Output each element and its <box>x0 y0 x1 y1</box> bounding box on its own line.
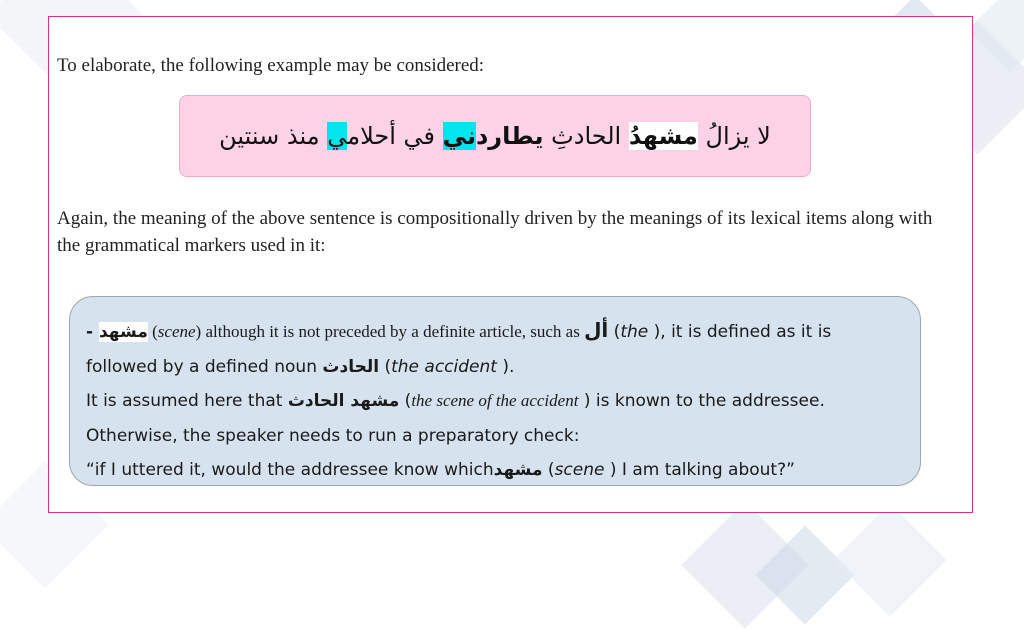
gloss: scene <box>554 460 605 480</box>
text-segment: “if I uttered it, would the addressee know which <box>86 460 494 480</box>
explanation-box <box>69 296 921 486</box>
arabic-example-box <box>179 95 811 177</box>
arabic-term: مشهد <box>98 322 148 342</box>
arabic-stem: في أحلام <box>347 122 436 150</box>
text-segment: ( <box>608 322 621 342</box>
slide-frame <box>48 16 973 513</box>
gloss: the accident <box>391 356 497 377</box>
highlighted-suffix: ني <box>442 122 476 150</box>
explanation-line-4: Otherwise, the speaker needs to run a preparatory check: <box>86 425 580 446</box>
text-segment: It is assumed here that <box>86 391 288 411</box>
arabic-sentence <box>219 122 771 150</box>
text-segment: ) although it is not preceded by a definite article, such as <box>195 322 585 341</box>
arabic-word-bold: مشهدُ <box>628 122 698 150</box>
highlighted-suffix: ي <box>327 122 348 150</box>
arabic-term: مشهد <box>493 460 543 480</box>
arabic-word-bold <box>443 122 544 150</box>
gloss: the <box>620 322 649 342</box>
arabic-word: الحادثِ <box>551 122 622 150</box>
arabic-term: أل <box>584 318 609 342</box>
text-segment: ) is known to the addressee. <box>578 391 825 411</box>
body-paragraph: Again, the meaning of the above sentence is compositionally driven by the meanings of its lexical items along with the grammatical markers used in it: <box>57 208 933 256</box>
text-segment: ( <box>147 322 158 341</box>
explanation-line-1 <box>86 313 905 350</box>
gloss: the scene of the accident <box>411 391 579 410</box>
dash: - <box>86 322 99 342</box>
text-segment: ) I am talking about?” <box>604 460 795 480</box>
arabic-term: مشهد الحادث <box>287 391 400 411</box>
gloss: scene <box>157 322 196 341</box>
text-segment: ( <box>542 460 555 480</box>
text-segment: ), it is defined as it is <box>648 322 832 342</box>
decorative-shape <box>833 503 946 616</box>
text-segment: ). <box>496 356 515 377</box>
text-segment: ( <box>399 391 412 411</box>
arabic-term: الحادث <box>322 356 380 377</box>
explanation-line-3 <box>86 384 905 419</box>
intro-text: To elaborate, the following example may be considered: <box>57 55 485 76</box>
arabic-stem: يطارد <box>475 122 544 150</box>
arabic-word <box>327 122 435 150</box>
text-segment: ( <box>379 356 392 377</box>
explanation-line-5 <box>86 453 905 488</box>
arabic-word: لا يزالُ <box>705 122 771 150</box>
explanation-line-2 <box>86 350 905 385</box>
arabic-word: منذ سنتين <box>219 122 320 150</box>
text-segment: followed by a defined noun <box>86 356 323 377</box>
